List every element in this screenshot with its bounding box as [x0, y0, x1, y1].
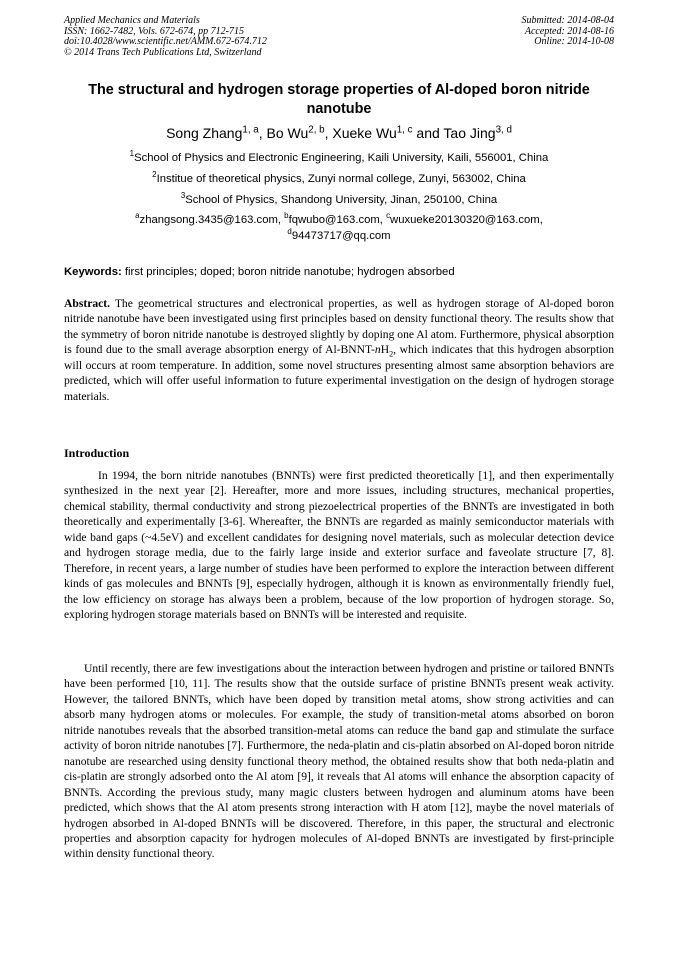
- author-separator: ,: [324, 125, 333, 141]
- email-marker: a: [135, 211, 140, 221]
- accepted-date: Accepted: 2014-08-16: [524, 25, 614, 37]
- formula-element: H: [380, 343, 390, 357]
- email-marker: c: [386, 211, 391, 221]
- email-address[interactable]: fqwubo@163.com,: [288, 214, 387, 226]
- abstract-text-continued: , which indicates that this hydrogen absorption will occurs at room temperature. In addition, some novel structures presenting almost same absorption behaviors are predicted, which will offer useful information to future experimental investigation on the design of hydrogen storage materials.: [64, 343, 615, 403]
- email-address[interactable]: wuxueke20130320@163.com,: [390, 214, 543, 226]
- author-affiliation-marker: 2, b: [308, 124, 325, 136]
- body-paragraph: In 1994, the born nitride nanotubes (BNNTs) were first predicted theoretically [1], and then experimentally synthesized in the next year [2]. Hereafter, more and more issues, including structures, mechanical properties, chemical stability, thermal conductivity and strong piezoelectrical properties of the BNNTs are investigated in both theoretically and experimentally [3-6]. Whereafter, the BNNTs are regarded as mainly semiconductor materials with wide band gaps (~4.5eV) and excellent candidates for designing novel materials, such as molecular detection device and hydrogen storage media, due to the fairly large inside and exterior surface and faveolate structure [7, 8]. Therefore, in recent years, a large number of studies have been performed to explore the interaction between different kinds of gas molecules and BNNTs [9], especially hydrogen, although it is known as environmentally friendly fuel, the low efficiency on storage has always been a problem, because of the low proportion of hydrogen storage. So, exploring hydrogen storage materials based on BNNTs will be interested and requisite.: [64, 469, 614, 622]
- author-name: Tao Jing: [443, 125, 496, 141]
- email-address[interactable]: 94473717@qq.com: [291, 230, 391, 242]
- section-heading: Introduction: [64, 446, 130, 460]
- journal-copyright: © 2014 Trans Tech Publications Ltd, Switzerland: [64, 46, 262, 58]
- affiliation-text: School of Physics, Shandong University, Jinan, 250100, China: [185, 194, 498, 206]
- author-separator: ,: [258, 125, 267, 141]
- body-paragraph: Until recently, there are few investigations about the interaction between hydrogen and pristine or tailored BNNTs have been performed [10, 11]. The results show that the outside surface of pristine BNNTs present weak activity. However, the tailored BNNTs, which have been doped by transition metal atoms, show strong activities and can absorb many hydrogen atoms or molecules. For example, the study of transition-metal atoms absorbed on boron nitride nanotubes reveals that the absorbed transition-metal atoms can reduce the band gap and stimulate the surface activity of boron nitride nanotubes [7]. Furthermore, the neda-platin and cis-platin absorbed on Al-doped boron nitride nanotube are researched using density functional theory method, the obtained results show that both neda-platin and cis-platin are strongly adsorbed onto the Al atom [9], it reveals that Al atoms will enhance the absorption capacity of BNNTs. According the previous study, many magic clusters between hydrogen and aluminum atoms have been predicted, which shows that the Al atom presents strong interaction with H atom [12], maybe the novel materials of hydrogen absorbed in Al-doped BNNTs will be discovered. Therefore, in this paper, the structural and electronic properties and absorption capacity for hydrogen molecules of Al-doped BNNTs are investigated by first-principle within density functional theory.: [64, 662, 614, 861]
- journal-doi[interactable]: doi:10.4028/www.scientific.net/AMM.672-674.712: [64, 36, 267, 48]
- email-address[interactable]: zhangsong.3435@163.com,: [139, 214, 285, 226]
- abstract: [64, 296, 614, 404]
- author-name: Bo Wu: [266, 125, 309, 141]
- author-affiliation-marker: 1, c: [396, 124, 413, 136]
- affiliation: [40, 151, 638, 165]
- email-marker: d: [287, 227, 292, 237]
- online-date: Online: 2014-10-08: [534, 36, 614, 48]
- submitted-date: Submitted: 2014-08-04: [521, 15, 614, 26]
- author-name: Xueke Wu: [332, 125, 397, 141]
- author-affiliation-marker: 3, d: [495, 124, 512, 136]
- affiliation-number: 3: [180, 191, 186, 201]
- affiliation-text: School of Physics and Electronic Engineering, Kaili University, Kaili, 556001, China: [134, 152, 549, 164]
- email-list: [60, 212, 618, 244]
- affiliation: [40, 193, 638, 207]
- email-marker: b: [284, 211, 289, 221]
- affiliation-text: Institue of theoretical physics, Zunyi normal college, Zunyi, 563002, China: [156, 173, 526, 185]
- keywords: [64, 265, 614, 279]
- affiliation-number: 1: [129, 149, 135, 159]
- keywords-text: first principles; doped; boron nitride nanotube; hydrogen absorbed: [121, 266, 455, 278]
- formula-variable: n: [374, 343, 381, 357]
- author-name: Song Zhang: [166, 125, 243, 141]
- formula-subscript: 2: [389, 349, 394, 359]
- journal-issn: ISSN: 1662-7482, Vols. 672-674, pp 712-715: [64, 25, 244, 37]
- journal-info: [64, 16, 267, 58]
- email-line: [60, 212, 618, 228]
- abstract-text: The geometrical structures and electronical properties, as well as hydrogen storage of Al-doped boron nitride nanotube have been investigated using first principles based on density functional theory. The results show that the symmetry of boron nitride nanotube is destroyed slightly by doping one Al atom. Furthermore, physical absorption is found due to the small average absorption energy of Al-BNNT-: [64, 297, 614, 357]
- publication-dates: [522, 16, 615, 48]
- journal-name: Applied Mechanics and Materials: [64, 15, 200, 26]
- email-line: [60, 228, 618, 244]
- abstract-label: Abstract.: [64, 297, 111, 310]
- affiliation-number: 2: [152, 170, 157, 180]
- affiliation: [40, 172, 638, 186]
- author-separator: and: [412, 125, 444, 141]
- author-list: [40, 124, 638, 142]
- keywords-label: Keywords:: [64, 266, 122, 278]
- paper-title: The structural and hydrogen storage properties of Al-doped boron nitride nanotube: [88, 82, 590, 117]
- author-affiliation-marker: 1, a: [242, 124, 259, 136]
